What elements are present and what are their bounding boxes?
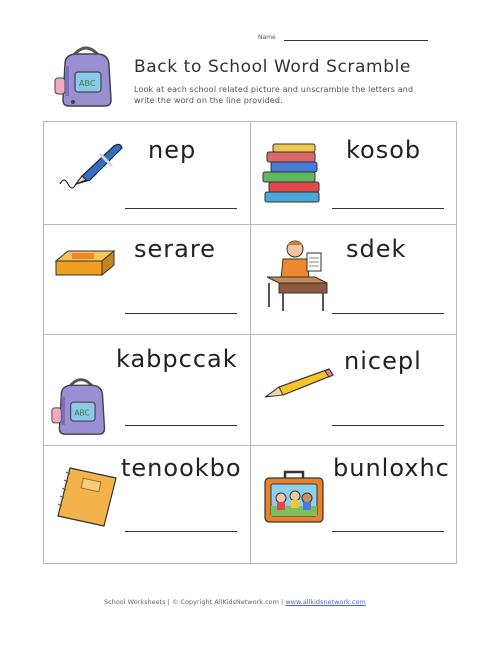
word-grid	[43, 121, 457, 564]
scrambled-word: kosob	[346, 136, 422, 164]
svg-text:ABC: ABC	[74, 408, 90, 418]
word-cell	[44, 225, 250, 334]
answer-line[interactable]	[332, 208, 444, 209]
answer-line[interactable]	[125, 531, 237, 532]
lunchbox-icon	[261, 468, 327, 526]
books-icon	[261, 142, 323, 206]
answer-line[interactable]	[332, 313, 444, 314]
answer-line[interactable]	[125, 425, 237, 426]
scrambled-word: tenookbo	[121, 454, 242, 482]
footer-text: School Worksheets | © Copyright AllKidsNetwork.com |	[104, 598, 286, 606]
pen-icon	[56, 140, 126, 195]
page-title: Back to School Word Scramble	[134, 57, 411, 77]
scrambled-word: bunloxhc	[333, 454, 450, 482]
answer-line[interactable]	[332, 531, 444, 532]
instructions: Look at each school related picture and unscramble the letters and write the word on the line provided.	[134, 85, 414, 105]
word-cell	[251, 446, 457, 563]
pencil-icon	[263, 365, 337, 399]
word-cell	[44, 446, 250, 563]
backpack-icon	[50, 371, 112, 441]
name-label: Name	[258, 34, 276, 41]
answer-line[interactable]	[332, 425, 444, 426]
scrambled-word: sdek	[346, 235, 407, 263]
footer-link[interactable]: www.allkidsnetwork.com	[285, 598, 366, 606]
footer	[104, 598, 366, 606]
scrambled-word: kabpccak	[116, 345, 238, 373]
svg-text:ABC: ABC	[79, 79, 96, 88]
scrambled-word: nicepl	[344, 347, 422, 375]
word-cell	[251, 225, 457, 334]
scrambled-word: nep	[148, 136, 197, 164]
notebook-icon	[56, 464, 120, 530]
word-cell	[251, 335, 457, 445]
eraser-icon	[52, 243, 118, 281]
backpack-icon	[53, 42, 119, 110]
scrambled-word: serare	[134, 235, 216, 263]
name-line[interactable]	[284, 40, 428, 41]
answer-line[interactable]	[125, 208, 237, 209]
answer-line[interactable]	[125, 313, 237, 314]
word-cell	[251, 122, 457, 224]
desk-icon	[265, 237, 331, 313]
word-cell	[44, 122, 250, 224]
word-cell	[44, 335, 250, 445]
